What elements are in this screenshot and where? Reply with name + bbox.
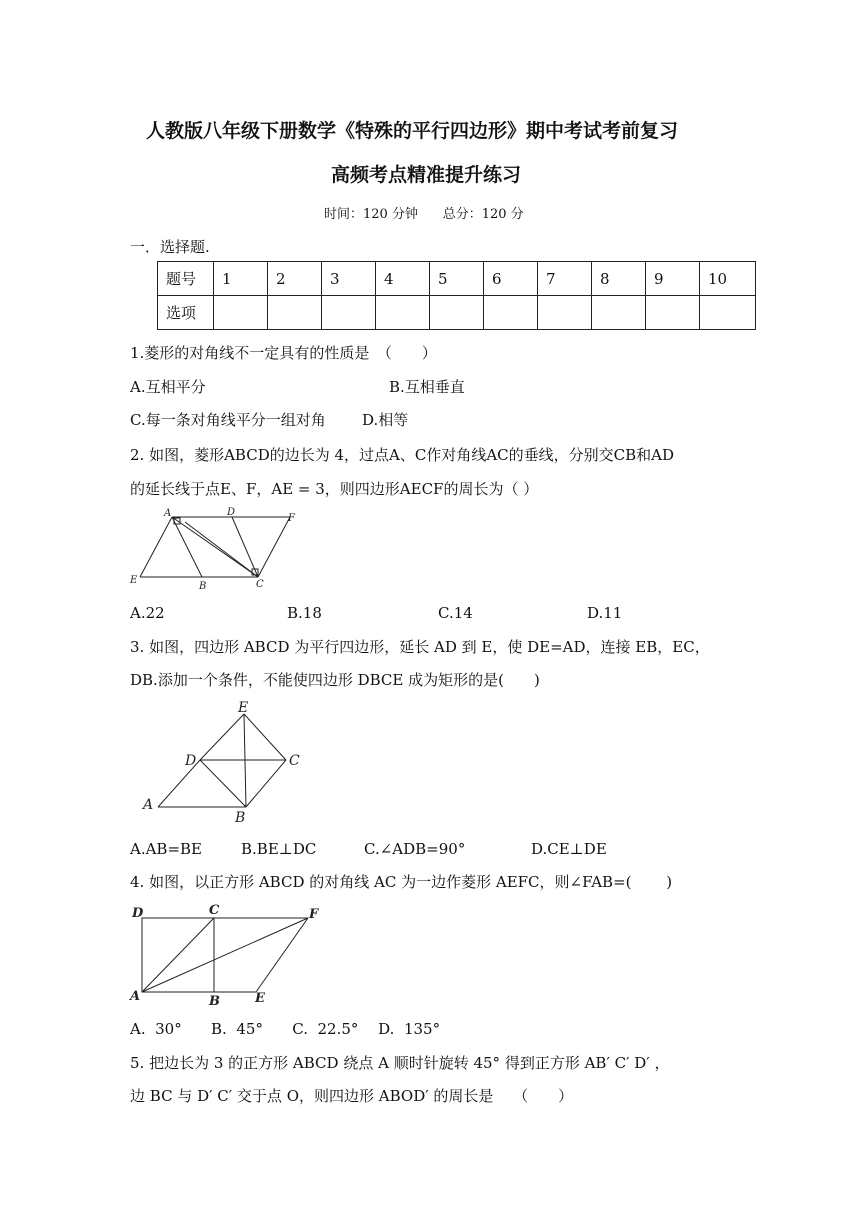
table-cell-number: 1	[214, 262, 268, 296]
answer-cell[interactable]	[646, 296, 700, 330]
q3-label-d: D	[185, 753, 197, 769]
table-cell-number: 9	[646, 262, 700, 296]
q5-stem-line1: 5. 把边长为 3 的正方形 ABCD 绕点 A 顺时针旋转 45° 得到正方形 AB′ C′ D′ ，	[130, 1054, 670, 1072]
answer-cell[interactable]	[322, 296, 376, 330]
q3-option-c: C.∠ADB=90°	[364, 840, 466, 858]
table-cell-number: 6	[484, 262, 538, 296]
exam-meta: 时间：120 分钟 总分：120 分	[324, 207, 524, 222]
q1-option-c: C.每一条对角线平分一组对角	[130, 411, 326, 429]
q5-stem-line2: 边 BC 与 D′ C′ 交于点 O，则四边形 ABOD′ 的周长是 （ ）	[130, 1087, 574, 1105]
answer-cell[interactable]	[214, 296, 268, 330]
table-cell-number: 3	[322, 262, 376, 296]
q4-label-b: B	[209, 994, 220, 1008]
q3-label-c: C	[289, 753, 300, 769]
q3-option-d: D.CE⊥DE	[531, 840, 607, 858]
table-cell-number: 10	[700, 262, 756, 296]
q4-stem: 4. 如图，以正方形 ABCD 的对角线 AC 为一边作菱形 AEFC，则∠FAB=( )	[130, 873, 673, 891]
q3-stem-line1: 3. 如图，四边形 ABCD 为平行四边形，延长 AD 到 E，使 DE=AD，连接 EB，EC，	[130, 638, 710, 656]
q3-label-e: E	[238, 700, 249, 716]
q2-option-b: B.18	[287, 604, 322, 622]
table-cell-number: 7	[538, 262, 592, 296]
q2-label-c: C	[256, 579, 264, 590]
q4-label-f: F	[309, 907, 319, 922]
q2-label-b: B	[199, 581, 207, 592]
table-row	[158, 296, 756, 330]
table-cell-label: 题号	[158, 262, 214, 296]
q3-label-a: A	[143, 797, 154, 813]
answer-cell[interactable]	[484, 296, 538, 330]
q1-option-b: B.互相垂直	[389, 378, 465, 396]
q1-option-a: A.互相平分	[130, 378, 206, 396]
q4-figure	[126, 900, 332, 1008]
q2-label-e: E	[130, 575, 138, 586]
answer-table	[157, 261, 756, 330]
table-row	[158, 262, 756, 296]
q4-label-d: D	[132, 906, 144, 921]
section-heading: 一．选择题.	[130, 238, 210, 256]
q1-option-d: D.相等	[362, 411, 409, 429]
q1-stem: 1.菱形的对角线不一定具有的性质是 （ ）	[130, 344, 437, 362]
q3-stem-line2: DB.添加一个条件，不能使四边形 DBCE 成为矩形的是( )	[130, 671, 540, 689]
q4-options: A. 30° B. 45° C. 22.5° D. 135°	[130, 1020, 441, 1038]
page-title: 人教版八年级下册数学《特殊的平行四边形》期中考试考前复习	[146, 120, 679, 142]
table-cell-number: 5	[430, 262, 484, 296]
q3-figure	[138, 698, 310, 826]
q2-option-c: C.14	[438, 604, 473, 622]
q2-stem-line1: 2. 如图，菱形ABCD的边长为 4，过点A、C作对角线AC的垂线，分别交CB和AD	[130, 446, 675, 464]
page-subtitle: 高频考点精准提升练习	[331, 164, 522, 186]
q3-option-b: B.BE⊥DC	[241, 840, 317, 858]
q2-figure	[126, 505, 316, 593]
answer-cell[interactable]	[700, 296, 756, 330]
table-cell-number: 2	[268, 262, 322, 296]
answer-cell[interactable]	[268, 296, 322, 330]
answer-cell[interactable]	[538, 296, 592, 330]
q4-label-e: E	[255, 991, 265, 1006]
q3-label-b: B	[235, 810, 246, 826]
q2-stem-line2: 的延长线于点E、F，AE = 3，则四边形AECF的周长为（ ）	[130, 480, 539, 498]
q2-label-d: D	[227, 507, 236, 518]
answer-cell[interactable]	[376, 296, 430, 330]
q3-option-a: A.AB=BE	[130, 840, 202, 858]
q2-option-d: D.11	[587, 604, 623, 622]
q2-label-a: A	[164, 508, 172, 519]
q4-label-a: A	[130, 989, 141, 1004]
q2-label-f: F	[288, 513, 295, 524]
q4-label-c: C	[209, 903, 220, 918]
answer-cell[interactable]	[430, 296, 484, 330]
table-cell-label: 选项	[158, 296, 214, 330]
table-cell-number: 8	[592, 262, 646, 296]
table-cell-number: 4	[376, 262, 430, 296]
answer-cell[interactable]	[592, 296, 646, 330]
q2-option-a: A.22	[130, 604, 165, 622]
